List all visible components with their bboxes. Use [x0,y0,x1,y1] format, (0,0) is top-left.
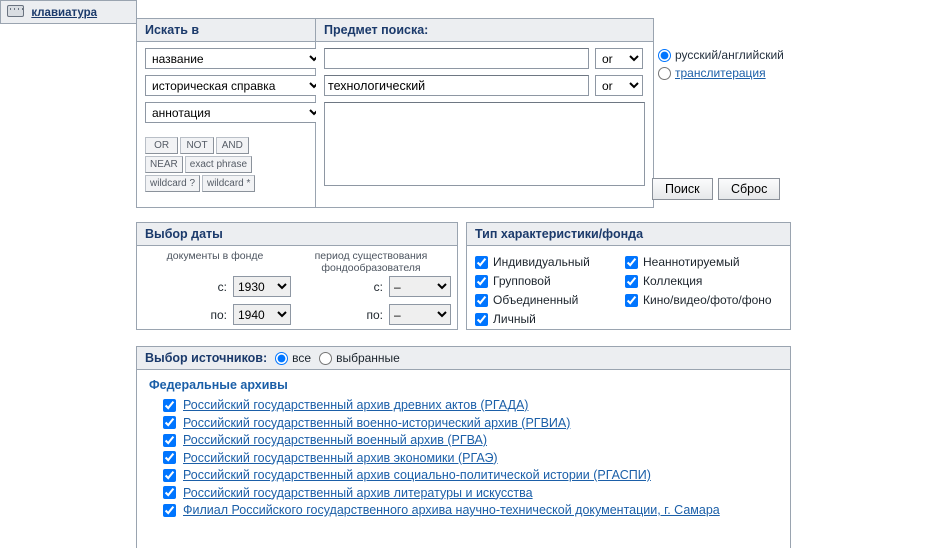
archive-checkbox-rgada[interactable] [163,399,176,412]
archive-link-rgada[interactable]: Российский государственный архив древних актов (РГАДА) [183,398,529,412]
date-documents-from-row [139,276,291,297]
date-founder-to-label: по: [366,307,383,322]
fund-type-body [467,246,790,339]
keyboard-icon [7,5,24,17]
date-founder-from-label: с: [373,279,383,294]
search-field-select-1[interactable] [145,48,323,69]
date-documents-to-label: по: [210,307,227,322]
fund-type-title: Тип характеристики/фонда [467,223,790,246]
fund-type-checkbox-av[interactable] [625,294,638,307]
op-or-button[interactable]: OR [145,137,178,154]
archive-link-rgae[interactable]: Российский государственный архив экономики (РГАЭ) [183,450,498,465]
operator-select-1[interactable] [595,48,643,69]
list-item[interactable] [163,433,790,447]
archive-link-rgaspi[interactable]: Российский государственный архив социально-политической истории (РГАСПИ) [183,468,651,482]
subject-input-1[interactable] [324,48,589,69]
fund-type-checkbox-individual[interactable] [475,256,488,269]
archive-checkbox-rgali[interactable] [163,486,176,499]
op-and-button[interactable]: AND [216,137,249,154]
fund-type-label: Объединенный [493,293,579,307]
list-item[interactable] [163,503,790,517]
fund-type-columns [475,252,782,331]
archive-checkbox-rgaspi[interactable] [163,469,176,482]
search-subject-panel [316,18,654,208]
search-where-panel [136,18,316,208]
date-documents-from-label: с: [217,279,227,294]
date-col-documents-caption: документы в фонде [166,250,264,262]
fund-type-checkbox-personal[interactable] [475,313,488,326]
fund-type-row[interactable] [475,293,615,307]
date-founder-from-row [291,276,451,297]
fund-type-column-2 [625,255,772,331]
fund-type-row[interactable] [625,293,772,307]
language-radio-translit[interactable] [658,67,671,80]
list-item[interactable] [163,398,790,412]
fund-type-row[interactable] [625,255,765,269]
fund-type-row[interactable] [475,274,615,288]
search-field-select-2[interactable] [145,75,323,96]
op-wildcard-question-button[interactable]: wildcard ? [145,175,200,192]
date-founder-to-select[interactable] [389,304,451,325]
op-near-button[interactable]: NEAR [145,156,183,173]
language-label-ru-en: русский/английский [675,48,784,62]
sources-radio-selected[interactable] [319,352,332,365]
archive-checkbox-rgvia[interactable] [163,416,176,429]
keyboard-link[interactable]: клавиатура [31,7,98,19]
search-subject-body [316,42,653,200]
search-where-body [137,42,315,202]
date-col-founder-caption: период существования фондообразователя [314,250,428,274]
fund-type-label: Кино/видео/фото/фоно [643,293,772,307]
language-mode-group [658,48,808,84]
search-where-title: Искать в [137,19,315,42]
fund-type-label: Индивидуальный [493,255,590,269]
search-field-select-3[interactable] [145,102,323,123]
subject-input-2[interactable] [324,75,589,96]
archive-checkbox-rgae[interactable] [163,451,176,464]
archive-link-rgvia[interactable]: Российский государственный военно-исторический архив (РГВИА) [183,415,571,430]
language-radio-ru-en[interactable] [658,49,671,62]
sources-mode-all-label: все [292,351,312,365]
archive-link-rgantd-samara[interactable]: Филиал Российского государственного архива научно-технической документации, г. Самара [183,503,720,517]
list-item[interactable] [163,416,790,430]
operator-select-2[interactable] [595,75,643,96]
sources-mode-all[interactable] [275,351,311,365]
subject-row-3 [324,102,645,186]
date-founder-from-select[interactable] [389,276,451,297]
virtual-keyboard-bar[interactable] [0,0,137,24]
sources-title: Выбор источников: [145,351,268,365]
subject-row-1 [324,48,645,69]
sources-panel [136,346,791,548]
archive-link-rgali[interactable]: Российский государственный архив литературы и искусства [183,485,533,500]
reset-button[interactable]: Сброс [718,178,780,200]
date-columns [137,246,457,332]
fund-type-checkbox-unannotated[interactable] [625,256,638,269]
fund-type-checkbox-group[interactable] [475,275,488,288]
archive-checkbox-rgantd-samara[interactable] [163,504,176,517]
language-option-ru-en[interactable] [658,48,808,62]
fund-type-row[interactable] [475,312,615,326]
list-item[interactable] [163,451,790,465]
search-button[interactable]: Поиск [652,178,713,200]
fund-type-label: Коллекция [643,274,703,288]
op-wildcard-star-button[interactable]: wildcard * [202,175,255,192]
archive-link-rgva[interactable]: Российский государственный военный архив (РГВА) [183,433,488,447]
fund-type-checkbox-collection[interactable] [625,275,638,288]
fund-type-row[interactable] [625,274,765,288]
fund-type-label: Неаннотируемый [643,255,740,269]
fund-type-label: Личный [493,312,536,326]
sources-group-title: Федеральные архивы [149,378,288,392]
operator-buttons [145,137,249,192]
date-documents-from-select[interactable] [233,276,291,297]
date-panel-title: Выбор даты [137,223,457,246]
subject-textarea-3[interactable] [324,102,645,186]
fund-type-column-1 [475,255,615,331]
search-subject-title: Предмет поиска: [316,19,653,42]
sources-radio-all[interactable] [275,352,288,365]
op-exact-phrase-button[interactable]: exact phrase [185,156,252,173]
fund-type-panel [466,222,791,330]
language-option-translit[interactable] [658,66,808,80]
archive-checkbox-rgva[interactable] [163,434,176,447]
date-panel [136,222,458,330]
date-founder-to-row [291,304,451,325]
sources-mode-selected[interactable] [319,351,400,365]
sources-header [137,347,790,370]
date-documents-to-row [139,304,291,325]
fund-type-row[interactable] [475,255,615,269]
language-label-translit[interactable]: транслитерация [675,66,766,80]
fund-type-checkbox-united[interactable] [475,294,488,307]
subject-row-2 [324,75,645,96]
sources-mode-selected-label: выбранные [336,351,400,365]
date-col-documents [139,250,291,332]
sources-archive-list [137,398,790,517]
date-documents-to-select[interactable] [233,304,291,325]
op-not-button[interactable]: NOT [180,137,213,154]
list-item[interactable] [163,486,790,500]
list-item[interactable] [163,468,790,482]
date-col-founder [291,250,451,332]
fund-type-label: Групповой [493,274,551,288]
